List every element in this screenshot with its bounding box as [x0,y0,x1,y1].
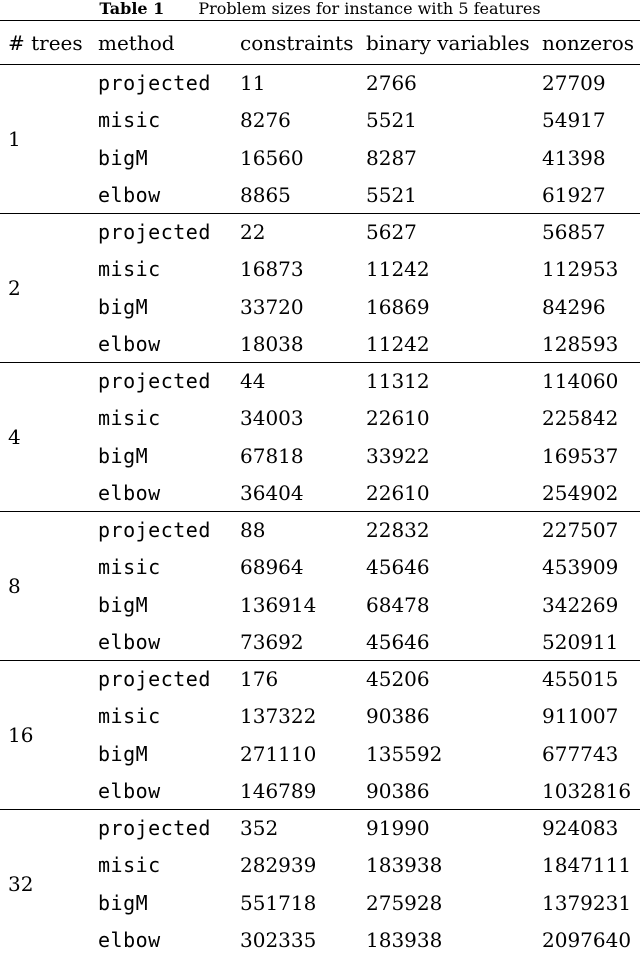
trees-cell: 1 [8,127,21,151]
constraints-cell: 33720 [240,294,304,319]
trees-cell: 8 [8,574,21,598]
constraints-cell: 551718 [240,890,317,915]
nonzeros-cell: 54917 [542,108,606,133]
binary-variables-cell: 135592 [366,741,443,766]
constraints-cell: 88 [240,518,266,543]
binary-variables-cell: 183938 [366,927,443,952]
nonzeros-cell: 112953 [542,257,619,282]
binary-variables-cell: 5627 [366,220,417,245]
method-cell: elbow [98,182,161,207]
constraints-cell: 16873 [240,257,304,282]
constraints-cell: 137322 [240,704,317,729]
method-cell: elbow [98,927,161,952]
table-header [0,21,640,65]
nonzeros-cell: 677743 [542,741,619,766]
constraints-cell: 73692 [240,629,304,654]
method-cell: misic [98,555,161,580]
col-header-method: method [98,30,175,55]
tree-group [0,363,640,512]
method-cell: misic [98,406,161,431]
nonzeros-cell: 84296 [542,294,606,319]
nonzeros-cell: 225842 [542,406,619,431]
binary-variables-cell: 11242 [366,257,430,282]
tree-group [0,214,640,363]
constraints-cell: 136914 [240,592,317,617]
constraints-cell: 302335 [240,927,317,952]
nonzeros-cell: 1847111 [542,853,632,878]
table-row [0,214,640,251]
constraints-cell: 282939 [240,853,317,878]
trees-cell: 2 [8,276,21,300]
method-cell: projected [98,816,211,841]
binary-variables-cell: 91990 [366,816,430,841]
binary-variables-cell: 90386 [366,704,430,729]
binary-variables-cell: 5521 [366,182,417,207]
method-cell: bigM [98,294,149,319]
trees-cell: 32 [8,872,34,897]
nonzeros-cell: 169537 [542,443,619,468]
nonzeros-cell: 56857 [542,220,606,245]
nonzeros-cell: 520911 [542,629,619,654]
binary-variables-cell: 68478 [366,592,430,617]
method-cell: elbow [98,480,161,505]
table-row [0,65,640,102]
method-cell: bigM [98,145,149,170]
col-header-constraints: constraints [240,30,354,55]
tree-group [0,661,640,810]
col-header-trees: # trees [8,30,83,55]
constraints-cell: 176 [240,667,279,692]
binary-variables-cell: 5521 [366,108,417,133]
table-row [0,512,640,549]
method-cell: elbow [98,331,161,356]
constraints-cell: 34003 [240,406,304,431]
col-header-binary-variables: binary variables [366,30,530,55]
nonzeros-cell: 254902 [542,480,619,505]
constraints-cell: 146789 [240,778,317,803]
col-header-nonzeros: nonzeros [542,30,635,55]
method-cell: misic [98,853,161,878]
nonzeros-cell: 911007 [542,704,619,729]
method-cell: elbow [98,629,161,654]
constraints-cell: 8865 [240,182,291,207]
method-cell: projected [98,518,211,543]
method-cell: projected [98,369,211,394]
constraints-cell: 68964 [240,555,304,580]
constraints-cell: 36404 [240,480,304,505]
method-cell: bigM [98,890,149,915]
constraints-cell: 22 [240,220,266,245]
nonzeros-cell: 61927 [542,182,606,207]
binary-variables-cell: 22610 [366,406,430,431]
header-row [0,21,640,65]
tree-group [0,65,640,214]
problem-sizes-table [0,20,640,959]
binary-variables-cell: 183938 [366,853,443,878]
nonzeros-cell: 1379231 [542,890,632,915]
binary-variables-cell: 16869 [366,294,430,319]
binary-variables-cell: 45646 [366,555,430,580]
table-row [0,363,640,400]
trees-cell: 4 [8,425,21,449]
nonzeros-cell: 114060 [542,369,619,394]
constraints-cell: 67818 [240,443,304,468]
table-row [0,810,640,847]
binary-variables-cell: 45206 [366,667,430,692]
binary-variables-cell: 22610 [366,480,430,505]
constraints-cell: 18038 [240,331,304,356]
binary-variables-cell: 11242 [366,331,430,356]
binary-variables-cell: 11312 [366,369,430,394]
method-cell: misic [98,704,161,729]
binary-variables-cell: 8287 [366,145,417,170]
binary-variables-cell: 22832 [366,518,430,543]
nonzeros-cell: 41398 [542,145,606,170]
constraints-cell: 16560 [240,145,304,170]
method-cell: projected [98,667,211,692]
caption-label: Table 1 [99,0,165,18]
nonzeros-cell: 924083 [542,816,619,841]
method-cell: misic [98,108,161,133]
nonzeros-cell: 1032816 [542,778,632,803]
nonzeros-cell: 27709 [542,71,606,96]
caption-text: Problem sizes for instance with 5 features [198,0,541,18]
tree-group [0,512,640,661]
constraints-cell: 352 [240,816,279,841]
trees-cell: 16 [8,723,34,747]
method-cell: projected [98,220,211,245]
method-cell: misic [98,257,161,282]
constraints-cell: 11 [240,71,266,96]
tree-group [0,810,640,959]
nonzeros-cell: 227507 [542,518,619,543]
method-cell: bigM [98,592,149,617]
method-cell: projected [98,71,211,96]
method-cell: bigM [98,443,149,468]
constraints-cell: 8276 [240,108,291,133]
nonzeros-cell: 453909 [542,555,619,580]
constraints-cell: 271110 [240,741,317,766]
table-caption [0,0,640,20]
binary-variables-cell: 2766 [366,71,417,96]
table-row [0,661,640,698]
nonzeros-cell: 2097640 [542,927,632,952]
binary-variables-cell: 45646 [366,629,430,654]
nonzeros-cell: 342269 [542,592,619,617]
constraints-cell: 44 [240,369,266,394]
binary-variables-cell: 275928 [366,890,443,915]
nonzeros-cell: 128593 [542,331,619,356]
binary-variables-cell: 33922 [366,443,430,468]
nonzeros-cell: 455015 [542,667,619,692]
method-cell: elbow [98,778,161,803]
method-cell: bigM [98,741,149,766]
binary-variables-cell: 90386 [366,778,430,803]
